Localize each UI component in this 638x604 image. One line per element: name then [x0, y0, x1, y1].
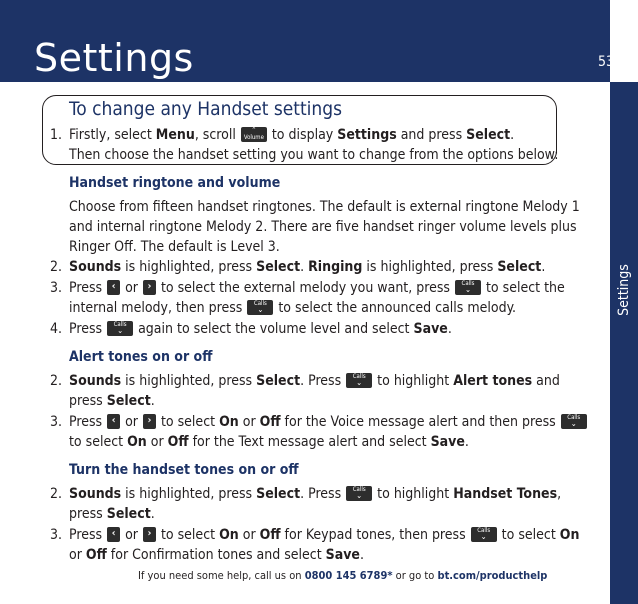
right-arrow-key-icon: ›: [143, 414, 156, 429]
calls-key-icon: Calls ⌄: [247, 300, 273, 315]
step-number: 1.: [50, 127, 63, 143]
tones-step-2: Sounds is highlighted, press Select. Press Calls ⌄ to highlight Handset Tones,: [69, 485, 562, 502]
tones-step-3-line-2: or Off for Confirmation tones and select Save.: [69, 547, 364, 563]
calls-key-icon: Calls ⌄: [455, 280, 481, 295]
alert-step-3: Press ‹ or › to select On or Off for the Voice message alert and then press Calls ⌄: [69, 412, 588, 432]
calls-key-icon: Calls ⌄: [561, 414, 587, 429]
alert-step-2: Sounds is highlighted, press Select. Press Calls ⌄ to highlight Alert tones and: [69, 372, 560, 389]
subheading-handset-tones: Turn the handset tones on or off: [69, 462, 299, 478]
left-arrow-key-icon: ‹: [107, 414, 120, 429]
calls-key-icon: Calls ⌄: [471, 527, 497, 542]
step-number: 3.: [50, 414, 63, 430]
left-arrow-key-icon: ‹: [107, 280, 120, 295]
right-arrow-key-icon: ›: [143, 527, 156, 542]
ringtone-step-2: Sounds is highlighted, press Select. Ringing is highlighted, press Select.: [69, 259, 546, 275]
ringtone-step-3: Press ‹ or › to select the external melody you want, press Calls ⌄ to select the: [69, 279, 565, 296]
step-number: 2.: [50, 373, 63, 389]
right-arrow-key-icon: ›: [143, 280, 156, 295]
ringtone-step-3-line-2: internal melody, then press Calls ⌄ to select the announced calls melody.: [69, 299, 517, 316]
section-heading: To change any Handset settings: [69, 98, 343, 120]
help-phone: 0800 145 6789*: [304, 569, 393, 582]
left-arrow-key-icon: ‹: [107, 527, 120, 542]
side-tab-label: Settings: [616, 264, 632, 316]
step-1-text: Firstly, select Menu, scroll ⌃ Volume to display Settings and press Select.: [69, 125, 515, 143]
subheading-alert-tones: Alert tones on or off: [69, 349, 213, 365]
step-number: 2.: [50, 259, 63, 275]
step-number: 2.: [50, 486, 63, 502]
volume-key-icon: ⌃ Volume: [241, 127, 267, 142]
tones-step-2-line-2: press Select.: [69, 506, 155, 522]
help-link[interactable]: bt.com/producthelp: [437, 569, 548, 582]
step-number: 3.: [50, 280, 63, 296]
step-number: 4.: [50, 321, 63, 337]
step-1-line-2: Then choose the handset setting you want to change from the options below:: [69, 147, 559, 163]
alert-step-3-line-2: to select On or Off for the Text message alert and select Save.: [69, 434, 469, 450]
page-title: Settings: [34, 36, 194, 80]
help-footer: If you need some help, call us on 0800 145 6789* or go to bt.com/producthelp: [138, 569, 548, 582]
subheading-ringtone: Handset ringtone and volume: [69, 175, 281, 191]
step-number: 3.: [50, 527, 63, 543]
calls-key-icon: Calls ⌄: [107, 321, 133, 336]
calls-key-icon: Calls ⌄: [346, 373, 372, 388]
side-tab: [610, 82, 638, 604]
ringtone-para-line: and internal ringtone Melody 2. There are five handset ringer volume levels plus: [69, 219, 577, 235]
ringtone-step-4: Press Calls ⌄ again to select the volume level and select Save.: [69, 320, 452, 337]
alert-step-2-line-2: press Select.: [69, 393, 155, 409]
ringtone-para-line: Choose from fifteen handset ringtones. The default is external ringtone Melody 1: [69, 199, 580, 215]
ringtone-para-line: Ringer Off. The default is Level 3.: [69, 239, 280, 255]
page-number: 53: [598, 54, 615, 70]
tones-step-3: Press ‹ or › to select On or Off for Keypad tones, then press Calls ⌄ to select On: [69, 526, 580, 543]
calls-key-icon: Calls ⌄: [346, 486, 372, 501]
